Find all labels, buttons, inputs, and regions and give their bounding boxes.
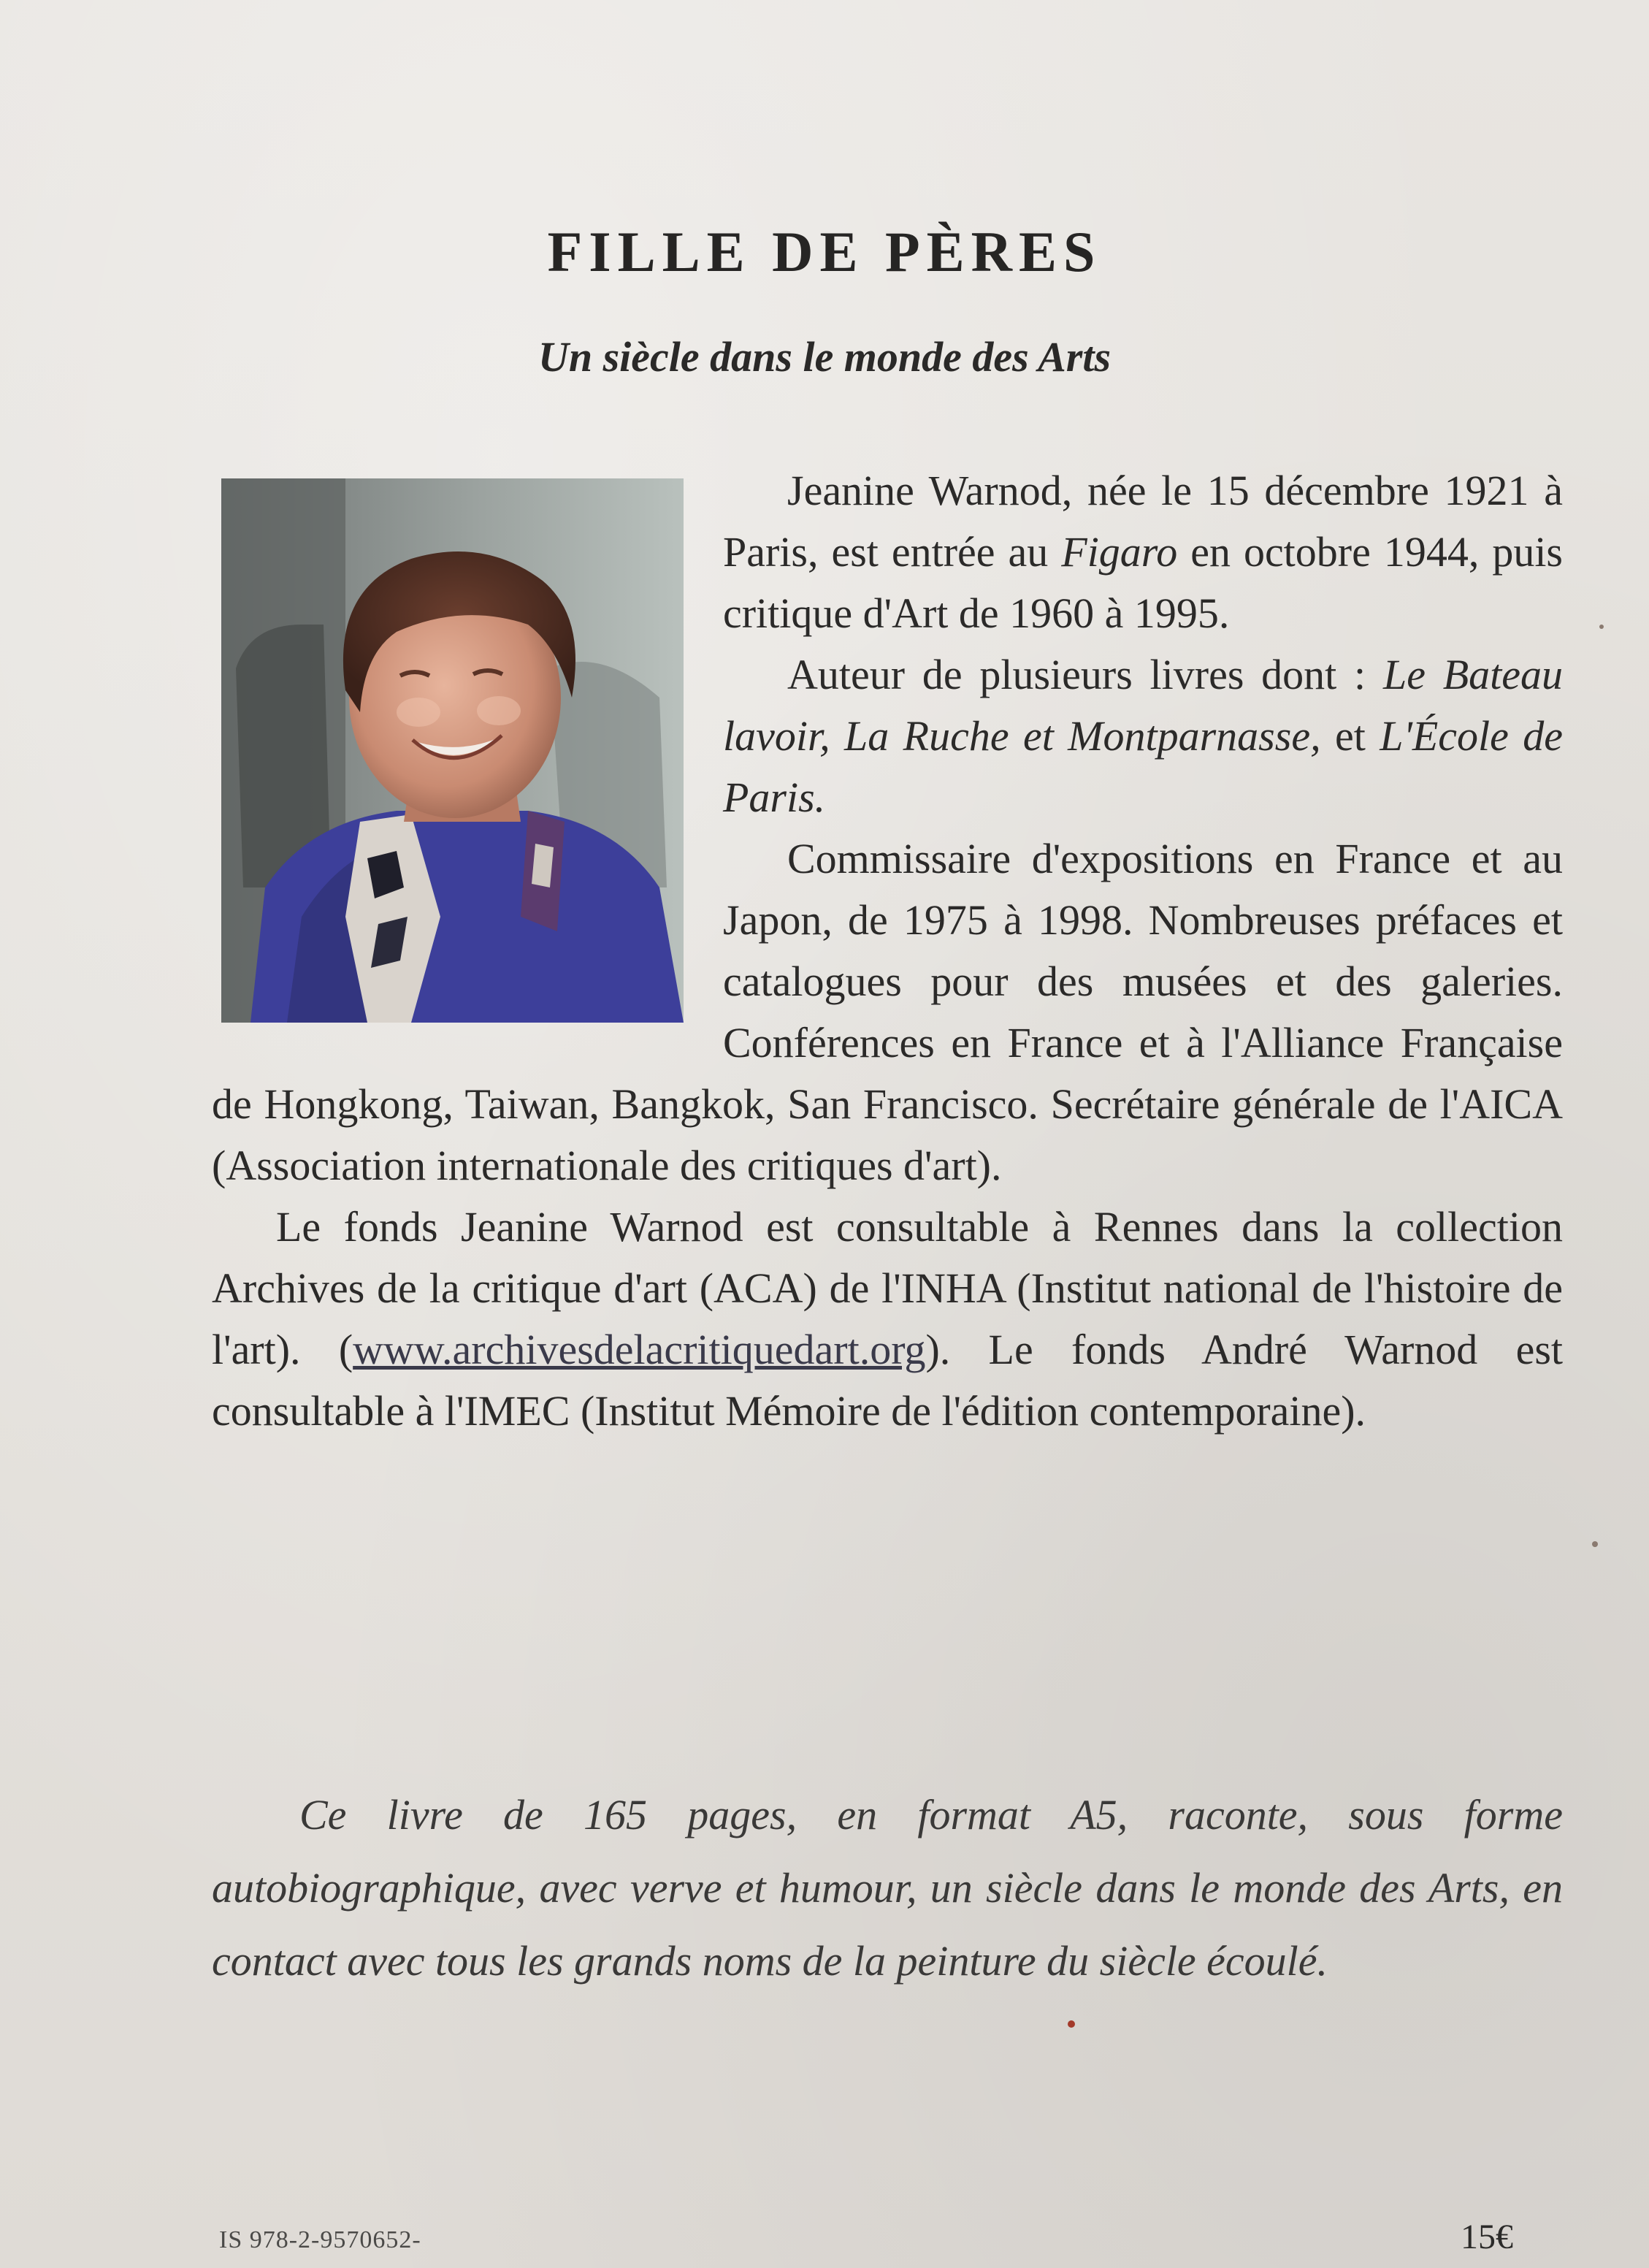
bio-paragraph-3: Commissaire d'expositions en France et au Japon, de 1975 à 1998. Nombreuses préfaces et catalogues pour des musées et des galeries. Conférences en France et à l'Alliance Française de Hongkong, Taiwan, Bangkok, San Francisco. Secrétaire générale de l'AICA (Association internationale des critiques d'art). xyxy=(212,835,1563,1189)
bio-paragraph-2: Auteur de plusieurs livres dont : Le Bateau lavoir, La Ruche et Montparnasse, et L'École de Paris. xyxy=(723,651,1564,821)
newspaper-name: Figaro xyxy=(1061,528,1178,576)
book-summary: Ce livre de 165 pages, en format A5, raconte, sous forme autobiographique, avec verve et humour, un siècle dans le monde des Arts, en contact avec tous les grands noms de la peinture du siècle écoulé. xyxy=(212,1791,1563,1985)
book-title: FILLE DE PÈRES xyxy=(547,220,1102,283)
book-price: 15€ xyxy=(1461,2218,1513,2256)
isbn-number: IS 978-2-9570652- xyxy=(219,2226,421,2253)
book-title-2: La Ruche et Montparnasse, xyxy=(844,712,1321,760)
paper-speck xyxy=(1599,625,1604,629)
book-title-3: L'École de Paris. xyxy=(723,712,1564,821)
bio-paragraph-1: Jeanine Warnod, née le 15 décembre 1921 à Paris, est entrée au Figaro en octobre 1944, puis critique d'Art de 1960 à 1995. xyxy=(723,467,1563,637)
archives-link[interactable]: www.archivesdelacritiquedart.org xyxy=(353,1326,926,1373)
book-title-1: Le Bateau lavoir, xyxy=(723,651,1563,760)
book-subtitle: Un siècle dans le monde des Arts xyxy=(537,333,1112,381)
photo-spacer xyxy=(212,460,723,1034)
author-biography xyxy=(212,460,1563,1442)
paper-speck xyxy=(1068,2020,1075,2028)
paper-speck xyxy=(1592,1541,1598,1547)
bio-paragraph-4: Le fonds Jeanine Warnod est consultable à Rennes dans la collection Archives de la critique d'art (ACA) de l'INHA (Institut national de l'histoire de l'art). (www.archivesdelacritiquedart.org). Le fonds André Warnod est consultable à l'IMEC (Institut Mémoire de l'édition contemporaine). xyxy=(212,1203,1564,1435)
